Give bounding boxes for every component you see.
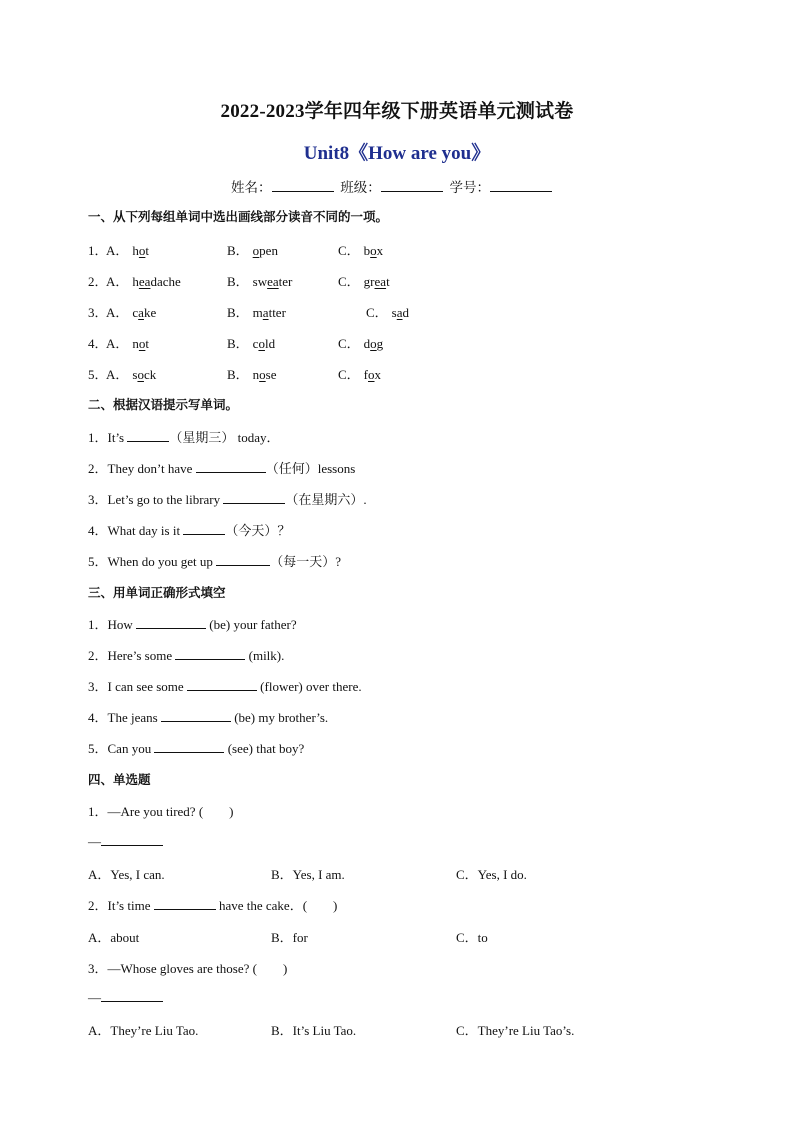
fill-in-question: 1．It’s （星期三） today． xyxy=(88,430,280,445)
phonics-option-b[interactable]: B． matter xyxy=(227,305,286,320)
question-number: 5． xyxy=(88,367,108,382)
answer-blank[interactable] xyxy=(187,678,257,691)
question-number: 3． xyxy=(88,305,108,320)
mcq-3-option-c[interactable]: C．They’re Liu Tao’s. xyxy=(456,1023,575,1038)
page-title: 2022-2023学年四年级下册英语单元测试卷 xyxy=(220,101,574,122)
phonics-option-c[interactable]: C． dog xyxy=(338,336,384,351)
phonics-option-a[interactable]: A． sock xyxy=(106,367,157,382)
mcq-1-stem: 1．—Are you tired? ( ) xyxy=(88,804,234,819)
mcq-3-stem: 3．—Whose gloves are those? ( ) xyxy=(88,961,288,976)
id-blank[interactable] xyxy=(490,179,552,192)
underlined-letters: ea xyxy=(374,274,387,289)
class-label: 班级： xyxy=(340,180,381,195)
fill-in-question: 1．How (be) your father? xyxy=(88,617,297,632)
mcq-2-option-a[interactable]: A．about xyxy=(88,930,140,945)
mcq-3-answer-line: — xyxy=(88,989,163,1006)
mcq-1-answer-line: — xyxy=(88,833,163,850)
question-number: 4． xyxy=(88,336,108,351)
mcq-1-option-c[interactable]: C．Yes, I do. xyxy=(456,867,527,882)
fill-in-question: 5．When do you get up （每一天）? xyxy=(88,554,341,569)
underlined-letters: o xyxy=(370,336,377,351)
fill-in-question: 2．Here’s some (milk). xyxy=(88,648,285,663)
answer-blank[interactable] xyxy=(101,833,163,846)
name-label: 姓名： xyxy=(231,180,272,195)
question-number: 1． xyxy=(88,243,108,258)
underlined-letters: o xyxy=(138,243,146,258)
answer-blank[interactable] xyxy=(223,491,285,504)
phonics-option-c[interactable]: C． sad xyxy=(366,305,410,320)
section-heading-1: 一、从下列每组单词中选出画线部分读音不同的一项。 xyxy=(88,209,389,224)
underlined-letters: ea xyxy=(267,274,279,289)
underlined-letters: a xyxy=(396,305,403,320)
underlined-letters: o xyxy=(137,367,144,382)
section-heading-3: 三、用单词正确形式填空 xyxy=(88,585,226,600)
answer-blank[interactable] xyxy=(183,522,225,535)
phonics-option-b[interactable]: B． open xyxy=(227,243,278,258)
fill-in-question: 5．Can you (see) that boy? xyxy=(88,741,305,756)
answer-blank[interactable] xyxy=(216,553,270,566)
section-heading-2: 二、根据汉语提示写单词。 xyxy=(88,397,239,412)
answer-blank[interactable] xyxy=(161,709,231,722)
phonics-option-b[interactable]: B． cold xyxy=(227,336,276,351)
mcq-2-stem: 2．It’s time have the cake．( ) xyxy=(88,898,338,913)
answer-blank[interactable] xyxy=(175,647,245,660)
unit-subtitle: Unit8《How are you》 xyxy=(303,143,491,164)
fill-in-question: 2．They don’t have （任何）lessons xyxy=(88,461,356,476)
mcq-1-option-b[interactable]: B．Yes, I am. xyxy=(271,867,345,882)
underlined-letters: o xyxy=(259,367,266,382)
answer-blank[interactable] xyxy=(127,429,169,442)
fill-in-question: 3．Let’s go to the library （在星期六）. xyxy=(88,492,367,507)
name-blank[interactable] xyxy=(272,179,334,192)
answer-blank[interactable] xyxy=(154,897,216,910)
answer-blank[interactable] xyxy=(154,740,224,753)
question-number: 2． xyxy=(88,274,108,289)
section-heading-4: 四、单选题 xyxy=(88,772,151,787)
id-label: 学号： xyxy=(449,180,490,195)
fill-in-question: 4．What day is it （今天）？ xyxy=(88,523,291,538)
underlined-letters: o xyxy=(370,243,377,258)
answer-blank[interactable] xyxy=(101,989,163,1002)
class-blank[interactable] xyxy=(381,179,443,192)
underlined-letters: o xyxy=(138,336,146,351)
phonics-option-a[interactable]: A． headache xyxy=(106,274,181,289)
mcq-3-option-a[interactable]: A．They’re Liu Tao. xyxy=(88,1023,199,1038)
mcq-2-option-c[interactable]: C．to xyxy=(456,930,488,945)
phonics-option-b[interactable]: B． nose xyxy=(227,367,277,382)
student-info-line xyxy=(231,176,552,196)
underlined-letters: o xyxy=(258,336,265,351)
answer-blank[interactable] xyxy=(196,460,266,473)
underlined-letters: a xyxy=(262,305,269,320)
phonics-option-a[interactable]: A． not xyxy=(106,336,150,351)
underlined-letters: a xyxy=(138,305,144,320)
fill-in-question: 3．I can see some (flower) over there. xyxy=(88,679,362,694)
mcq-2-option-b[interactable]: B．for xyxy=(271,930,308,945)
mcq-1-option-a[interactable]: A．Yes, I can. xyxy=(88,867,165,882)
underlined-letters: o xyxy=(252,243,260,258)
phonics-option-c[interactable]: C． great xyxy=(338,274,390,289)
underlined-letters: ea xyxy=(138,274,151,289)
phonics-option-c[interactable]: C． box xyxy=(338,243,384,258)
mcq-3-option-b[interactable]: B．It’s Liu Tao. xyxy=(271,1023,357,1038)
phonics-option-b[interactable]: B． sweater xyxy=(227,274,293,289)
underlined-letters: o xyxy=(368,367,375,382)
answer-blank[interactable] xyxy=(136,616,206,629)
fill-in-question: 4．The jeans (be) my brother’s. xyxy=(88,710,329,725)
phonics-option-a[interactable]: A． cake xyxy=(106,305,157,320)
phonics-option-a[interactable]: A． hot xyxy=(106,243,150,258)
phonics-option-c[interactable]: C． fox xyxy=(338,367,382,382)
